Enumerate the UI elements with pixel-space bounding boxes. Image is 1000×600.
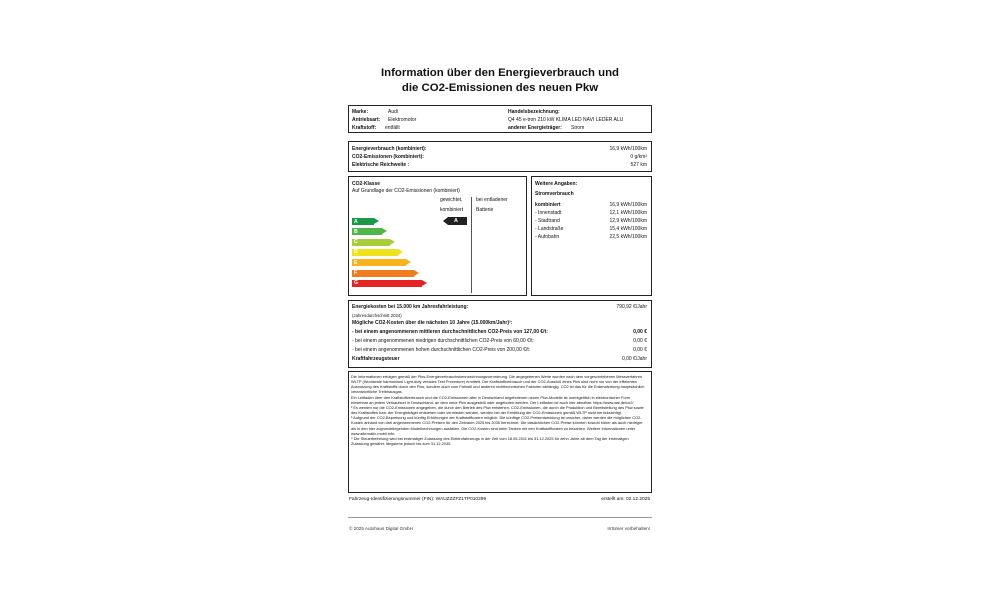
other-energy-label: anderer Energieträger: — [508, 125, 562, 131]
class-bar-f — [352, 270, 414, 277]
co2-costs-heading: Mögliche CO2-Kosten über die nächsten 10 Jahre (15.000km/Jahr)³: — [352, 320, 513, 326]
co2-cost-mid-value: 0,00 € — [633, 329, 647, 335]
suburban-row-value: 12,9 kWh/100km — [609, 218, 647, 224]
motorway-row-value: 22,5 kWh/100km — [609, 234, 647, 240]
class-bar-tip — [398, 249, 403, 255]
energy-costs-label: Energiekosten bei 15.000 km Jahresfahrleistung: — [352, 304, 469, 310]
city-row-value: 12,1 kWh/100km — [609, 210, 647, 216]
electric-range-value: 527 km — [630, 162, 647, 168]
consumption-value: 16,9 kWh/100km — [609, 146, 647, 152]
co2-emissions-label: CO2-Emissionen (kombiniert): — [352, 154, 424, 160]
class-letter: G — [354, 280, 359, 287]
class-bar-tip — [390, 239, 395, 245]
class-bar-tip — [422, 280, 427, 286]
consumption-label: Energieverbrauch (kombiniert): — [352, 146, 427, 152]
class-bar-g — [352, 280, 422, 287]
footer-divider — [348, 517, 652, 518]
created-date: erstellt am: 02.12.2025 — [601, 497, 650, 502]
discharged-label: bei entladener — [476, 197, 508, 203]
further-info-heading: Weitere Angaben: — [535, 181, 578, 187]
vehicle-id-number: Fahrzeug-Identifizierungsnummer (FIN): WAUZZZFZ1TP010299 — [349, 497, 487, 502]
class-letter: B — [354, 228, 358, 235]
battery-label: Batterie — [476, 207, 494, 213]
consumption-box — [348, 141, 652, 172]
class-letter: E — [354, 259, 358, 266]
co2-cost-high-label: - bei einem angenommenen hohen durchschnittlichen CO2-Preis von 200,00 €/t: — [352, 347, 531, 353]
legal-info-text — [351, 374, 647, 446]
current-class-indicator — [443, 217, 467, 225]
vehicle-info-box — [348, 105, 652, 133]
title-line-1: Information über den Energieverbrauch und — [381, 67, 619, 79]
class-bar-tip — [406, 259, 411, 265]
class-bar-b — [352, 228, 382, 235]
city-row-label: - Innenstadt — [535, 210, 562, 216]
class-letter: F — [354, 270, 358, 277]
co2-emissions-value: 0 g/km² — [630, 154, 647, 160]
column-divider — [471, 197, 472, 293]
motorway-row-label: - Autobahn — [535, 234, 560, 240]
info-paragraph-3: ² Es werden nur die CO2-Emissionen angegeben, die durch den Betrieb des Pkw entstehen. CO2-Emissionen, die durch die Produktion und Bereitstellung des Pkw sowie des Kraftstoffes bzw. der Energieträger entstehen oder vermieden werden, werden bei der Ermittlung der CO2-Emissionen gemäß WLTP nicht berücksichtigt. — [351, 404, 644, 416]
co2-cost-low-value: 0,00 € — [633, 338, 647, 344]
class-bar-a — [352, 218, 374, 225]
class-bar-tip — [382, 228, 387, 234]
co2-cost-high-value: 0,00 € — [633, 347, 647, 353]
vehicle-tax-label: Kraftfahrzeugsteuer — [352, 356, 400, 362]
info-paragraph-5: ⁴ Die Steuerbefreiung wird bei erstmaliger Zulassung des Elektrofahrzeugs in der Zeit vom 18.05.2011 bis 31.12.2025 für zehn Jahre ab dem Tag der erstmaligen Zulassung gewährt, längstens jedoch bis zum 31.12.2030. — [351, 435, 629, 447]
class-bar-c — [352, 239, 390, 246]
drive-label: Antriebsart: — [352, 117, 381, 123]
combined-row-label: kombiniert — [535, 202, 561, 208]
class-bar-e — [352, 259, 406, 266]
other-energy-value: Strom — [571, 125, 585, 131]
co2-cost-mid-label: - bei einem angenommenen mittleren durchschnittlichen CO2-Preis von 127,00 €/t: — [352, 329, 548, 335]
costs-box — [348, 300, 652, 368]
brand-label: Marke: — [352, 109, 369, 115]
weighted-label: gewichtet, — [440, 197, 463, 203]
further-info-box — [531, 176, 652, 296]
title-line-2: die CO2-Emissionen des neuen Pkw — [401, 82, 599, 94]
disclaimer: Irrtümer vorbehalten! — [607, 526, 650, 531]
co2-class-heading: CO2-Klasse — [352, 181, 381, 187]
rural-row-label: - Landstraße — [535, 226, 564, 232]
legal-info-box — [348, 371, 652, 493]
class-bar-tip — [414, 270, 419, 276]
document-title — [348, 66, 652, 96]
rural-row-value: 15,4 kWh/100km — [609, 226, 647, 232]
trade-label: Handelsbezeichnung: — [508, 109, 560, 115]
current-class-letter: A — [454, 218, 458, 224]
copyright: © 2025 Autohaus Digital GmbH — [349, 526, 413, 531]
co2-cost-low-label: - bei einem angenommenen niedrigen durchschnittlichen CO2-Preis von 60,00 €/t: — [352, 338, 535, 344]
info-paragraph-2: Ein Leitfaden über den Kraftstoffverbrauch und die CO2-Emissionen aller in Deutschland angebotenen neuen Pkw-Modelle ist unentgeltlich in elektronischer Form einsehbar an jedem Verkaufsort in Deutschland, an dem neue Pkw ausgestellt oder angeboten werden. Der Leitfaden ist auch hier abrufbar: https://www.dat.de/co2/ — [351, 394, 634, 405]
trade-value: Q4 45 e-tron 210 kW KLIMA LED NAVI LEDER ALU — [508, 117, 624, 123]
fuel-value: entfällt — [385, 125, 400, 131]
info-paragraph-4: ³ Aufgrund der CO2-Bepreisung und künftig Erhöhungen der Kraftstoffkosten möglich. Die künftige CO2-Preisentwicklung ist unsicher, daher werden die möglichen CO2-Kosten anhand von drei angenommenen CO2-Preisen für den Zeitraum 2025 bis 2035 berechnet. Die tatsächlichen CO2-Preise könnten sowohl höher als auch niedriger als in den hier zugrundeliegenden Modellrechnungen ausfallen. Die CO2-Kosten sind beim Tanken mit den Kraftstoffkosten zu bezahlen. Weitere Informationen unter www.alternativ-mobil.info. — [351, 415, 643, 436]
brand-value: Audi — [388, 109, 399, 115]
class-bar-tip — [374, 218, 379, 224]
fuel-label: Kraftstoff: — [352, 125, 377, 131]
drive-value: Elektromotor — [388, 117, 417, 123]
class-bar-d — [352, 249, 398, 256]
class-letter: D — [354, 249, 358, 256]
class-letter: C — [354, 239, 358, 246]
energy-costs-note: (Jahresdurchschnitt 2024) — [352, 313, 402, 318]
suburban-row-label: - Stadtrand — [535, 218, 560, 224]
class-letter: A — [354, 218, 358, 225]
co2-class-subheading: Auf Grundlage der CO2-Emissionen (kombiniert) — [352, 188, 460, 194]
energy-costs-value: 790,92 €/Jahr — [616, 304, 647, 310]
energy-label-document — [348, 60, 652, 550]
combined-label: kombiniert — [440, 207, 464, 213]
combined-row-value: 16,9 kWh/100km — [609, 202, 647, 208]
electric-range-label: Elektrische Reichweite : — [352, 162, 410, 168]
vehicle-tax-value: 0,00 €/Jahr — [621, 356, 647, 362]
co2-class-box — [348, 176, 527, 296]
power-consumption-heading: Stromverbrauch — [535, 191, 574, 197]
info-paragraph-1: Die Informationen erfolgen gemäß der Pkw-Energieverbrauchskennzeichnungsverordnung. Die angegebenen Werte wurden nach dem vorgeschriebenen Messverfahren WLTP (Worldwide harmonised Light-duty vehicles Test Procedure) ermittelt. Der Kraftstoffverbrauch und der CO2-Ausstoß eines Pkw sind nicht nur von der effizienten Ausnutzung des Kraftstoffs durch den Pkw, sondern auch vom Fahrstil und anderen nichttechnischen Faktoren abhängig. CO2 ist das für die Erderwärmung hauptsächlich verantwortliche Treibhausgas. — [351, 374, 645, 395]
